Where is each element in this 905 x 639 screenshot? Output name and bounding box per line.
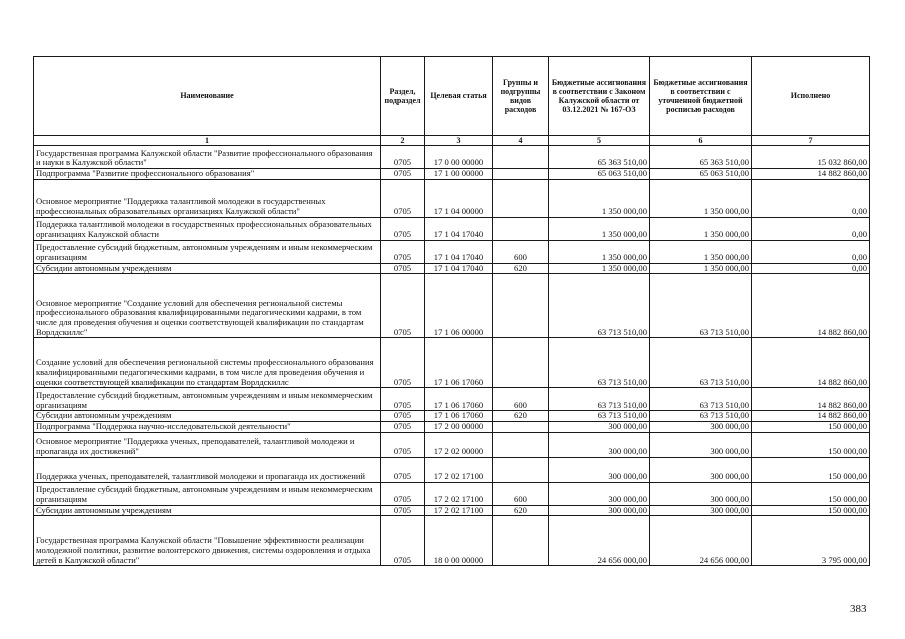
row-executed: 150 000,00 <box>752 505 870 516</box>
column-number: 7 <box>752 136 870 146</box>
row-executed: 15 032 860,00 <box>752 146 870 169</box>
row-section: 0705 <box>381 421 425 432</box>
row-section: 0705 <box>381 505 425 516</box>
row-budget-allocation: 300 000,00 <box>650 505 752 516</box>
row-name: Поддержка ученых, преподавателей, талантливой молодежи и пропаганда их достижений <box>34 457 381 482</box>
row-budget-allocation: 63 713 510,00 <box>650 411 752 422</box>
row-target-article: 18 0 00 00000 <box>425 516 493 566</box>
row-law-allocation: 1 350 000,00 <box>549 179 650 217</box>
row-name: Субсидии автономным учреждениям <box>34 263 381 274</box>
row-law-allocation: 300 000,00 <box>549 457 650 482</box>
row-expense-group: 620 <box>493 505 549 516</box>
row-expense-group: 620 <box>493 263 549 274</box>
row-section: 0705 <box>381 240 425 263</box>
table-row <box>34 482 870 505</box>
row-expense-group <box>493 274 549 338</box>
row-name: Поддержка талантливой молодежи в государственных профессиональных образовательных организациях Калужской области <box>34 217 381 240</box>
row-law-allocation: 65 363 510,00 <box>549 146 650 169</box>
row-section: 0705 <box>381 411 425 422</box>
row-executed: 14 882 860,00 <box>752 169 870 180</box>
row-budget-allocation: 300 000,00 <box>650 421 752 432</box>
row-target-article: 17 1 06 00000 <box>425 274 493 338</box>
column-number: 4 <box>493 136 549 146</box>
row-expense-group <box>493 217 549 240</box>
row-budget-allocation: 300 000,00 <box>650 482 752 505</box>
row-expense-group <box>493 516 549 566</box>
header-executed: Исполнено <box>752 57 870 136</box>
header-target: Целевая статья <box>425 57 493 136</box>
row-section: 0705 <box>381 457 425 482</box>
row-executed: 0,00 <box>752 263 870 274</box>
header-name: Наименование <box>34 57 381 136</box>
page-number: 383 <box>850 603 867 615</box>
table-row <box>34 505 870 516</box>
row-section: 0705 <box>381 516 425 566</box>
table-row <box>34 179 870 217</box>
row-target-article: 17 1 04 17040 <box>425 263 493 274</box>
table-row <box>34 432 870 457</box>
row-expense-group <box>493 169 549 180</box>
row-target-article: 17 2 02 17100 <box>425 505 493 516</box>
row-expense-group <box>493 338 549 388</box>
row-budget-allocation: 300 000,00 <box>650 432 752 457</box>
row-budget-allocation: 63 713 510,00 <box>650 388 752 411</box>
row-name: Государственная программа Калужской области "Повышение эффективности реализации молодежной политики, развитие волонтерского движения, системы оздоровления и отдыха детей в Калужской области" <box>34 516 381 566</box>
row-name: Предоставление субсидий бюджетным, автономным учреждениям и иным некоммерческим организациям <box>34 240 381 263</box>
row-target-article: 17 1 06 17060 <box>425 388 493 411</box>
row-section: 0705 <box>381 388 425 411</box>
row-section: 0705 <box>381 146 425 169</box>
row-law-allocation: 1 350 000,00 <box>549 263 650 274</box>
row-expense-group: 600 <box>493 240 549 263</box>
row-target-article: 17 2 02 00000 <box>425 432 493 457</box>
row-section: 0705 <box>381 274 425 338</box>
row-section: 0705 <box>381 482 425 505</box>
table-row <box>34 274 870 338</box>
column-number-row <box>34 136 870 146</box>
row-budget-allocation: 1 350 000,00 <box>650 263 752 274</box>
row-budget-allocation: 65 063 510,00 <box>650 169 752 180</box>
header-budget-allocation: Бюджетные ассигнования в соответствии с уточненной бюджетной росписью расходов <box>650 57 752 136</box>
row-executed: 0,00 <box>752 217 870 240</box>
row-law-allocation: 63 713 510,00 <box>549 388 650 411</box>
row-law-allocation: 300 000,00 <box>549 421 650 432</box>
table-row <box>34 457 870 482</box>
row-target-article: 17 1 04 17040 <box>425 217 493 240</box>
row-target-article: 17 0 00 00000 <box>425 146 493 169</box>
row-name: Основное мероприятие "Создание условий для обеспечения региональной системы профессионального образования квалифицированными педагогическими кадрами, в том числе для проведения обучения и оценки соответствующей квалификации по стандартам Ворлдскиллс" <box>34 274 381 338</box>
row-executed: 14 882 860,00 <box>752 338 870 388</box>
row-expense-group: 600 <box>493 388 549 411</box>
row-section: 0705 <box>381 169 425 180</box>
row-expense-group: 600 <box>493 482 549 505</box>
row-executed: 150 000,00 <box>752 421 870 432</box>
row-section: 0705 <box>381 263 425 274</box>
header-row <box>34 57 870 136</box>
row-target-article: 17 1 04 00000 <box>425 179 493 217</box>
row-executed: 14 882 860,00 <box>752 274 870 338</box>
row-name: Субсидии автономным учреждениям <box>34 505 381 516</box>
table-row <box>34 411 870 422</box>
row-executed: 150 000,00 <box>752 482 870 505</box>
row-expense-group <box>493 432 549 457</box>
row-section: 0705 <box>381 217 425 240</box>
row-section: 0705 <box>381 432 425 457</box>
column-number: 2 <box>381 136 425 146</box>
table-row <box>34 217 870 240</box>
row-expense-group <box>493 421 549 432</box>
row-name: Государственная программа Калужской области "Развитие профессионального образования и науки в Калужской области" <box>34 146 381 169</box>
table-row <box>34 169 870 180</box>
row-law-allocation: 300 000,00 <box>549 482 650 505</box>
row-name: Подпрограмма "Развитие профессионального образования" <box>34 169 381 180</box>
row-executed: 0,00 <box>752 179 870 217</box>
row-name: Предоставление субсидий бюджетным, автономным учреждениям и иным некоммерческим организациям <box>34 388 381 411</box>
row-executed: 150 000,00 <box>752 432 870 457</box>
row-target-article: 17 1 00 00000 <box>425 169 493 180</box>
row-target-article: 17 1 06 17060 <box>425 411 493 422</box>
row-budget-allocation: 1 350 000,00 <box>650 179 752 217</box>
column-number: 6 <box>650 136 752 146</box>
row-budget-allocation: 300 000,00 <box>650 457 752 482</box>
header-section: Раздел, подраздел <box>381 57 425 136</box>
table-row <box>34 421 870 432</box>
column-number: 3 <box>425 136 493 146</box>
row-budget-allocation: 63 713 510,00 <box>650 274 752 338</box>
row-budget-allocation: 1 350 000,00 <box>650 217 752 240</box>
row-target-article: 17 2 02 17100 <box>425 482 493 505</box>
table-row <box>34 263 870 274</box>
row-law-allocation: 300 000,00 <box>549 505 650 516</box>
row-expense-group <box>493 146 549 169</box>
row-section: 0705 <box>381 179 425 217</box>
table-row <box>34 240 870 263</box>
row-name: Подпрограмма "Поддержка научно-исследовательской деятельности" <box>34 421 381 432</box>
row-name: Создание условий для обеспечения региональной системы профессионального образования квалифицированными педагогическими кадрами, в том числе для проведения обучения и оценки соответствующей квалификации по стандартам Ворлдскиллс <box>34 338 381 388</box>
row-expense-group: 620 <box>493 411 549 422</box>
row-budget-allocation: 24 656 000,00 <box>650 516 752 566</box>
row-name: Субсидии автономным учреждениям <box>34 411 381 422</box>
row-budget-allocation: 63 713 510,00 <box>650 338 752 388</box>
row-name: Предоставление субсидий бюджетным, автономным учреждениям и иным некоммерческим организациям <box>34 482 381 505</box>
row-budget-allocation: 1 350 000,00 <box>650 240 752 263</box>
row-target-article: 17 2 02 17100 <box>425 457 493 482</box>
row-law-allocation: 1 350 000,00 <box>549 217 650 240</box>
header-group: Группы и подгруппы видов расходов <box>493 57 549 136</box>
table-row <box>34 338 870 388</box>
table-body <box>34 146 870 566</box>
row-law-allocation: 65 063 510,00 <box>549 169 650 180</box>
row-law-allocation: 300 000,00 <box>549 432 650 457</box>
row-expense-group <box>493 457 549 482</box>
row-executed: 150 000,00 <box>752 457 870 482</box>
row-law-allocation: 63 713 510,00 <box>549 411 650 422</box>
row-law-allocation: 63 713 510,00 <box>549 338 650 388</box>
row-section: 0705 <box>381 338 425 388</box>
table-row <box>34 146 870 169</box>
row-executed: 14 882 860,00 <box>752 411 870 422</box>
row-executed: 3 795 000,00 <box>752 516 870 566</box>
table-row <box>34 516 870 566</box>
row-law-allocation: 1 350 000,00 <box>549 240 650 263</box>
row-target-article: 17 2 00 00000 <box>425 421 493 432</box>
column-number: 5 <box>549 136 650 146</box>
row-name: Основное мероприятие "Поддержка талантливой молодежи в государственных профессиональных образовательных организациях Калужской области" <box>34 179 381 217</box>
row-name: Основное мероприятие "Поддержка ученых, преподавателей, талантливой молодежи и пропаганда их достижений" <box>34 432 381 457</box>
row-executed: 14 882 860,00 <box>752 388 870 411</box>
row-expense-group <box>493 179 549 217</box>
column-number: 1 <box>34 136 381 146</box>
row-target-article: 17 1 06 17060 <box>425 338 493 388</box>
header-law-allocation: Бюджетные ассигнования в соответствии с Законом Калужской области от 03.12.2021 № 167-ОЗ <box>549 57 650 136</box>
row-budget-allocation: 65 363 510,00 <box>650 146 752 169</box>
row-law-allocation: 24 656 000,00 <box>549 516 650 566</box>
row-executed: 0,00 <box>752 240 870 263</box>
row-target-article: 17 1 04 17040 <box>425 240 493 263</box>
budget-table <box>33 56 870 566</box>
table-row <box>34 388 870 411</box>
row-law-allocation: 63 713 510,00 <box>549 274 650 338</box>
